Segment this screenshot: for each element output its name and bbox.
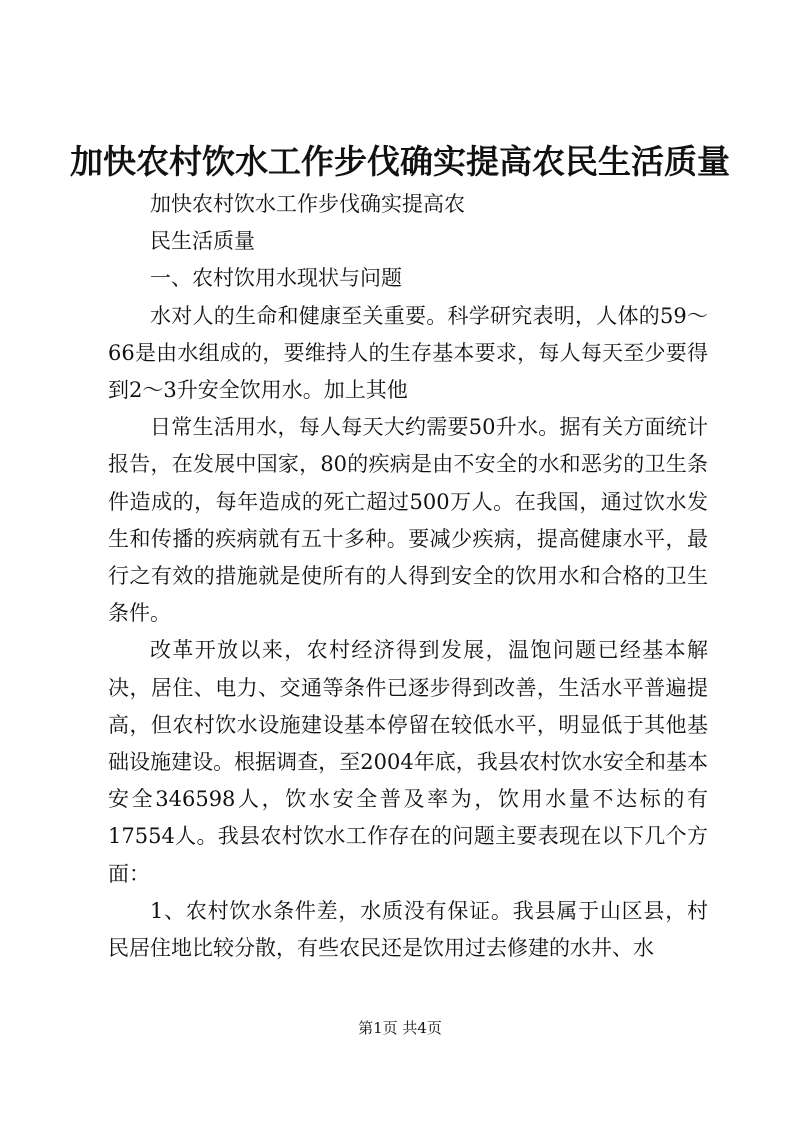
document-title: 加快农村饮水工作步伐确实提高农民生活质量 <box>70 142 730 181</box>
document-body <box>108 186 708 967</box>
paragraph: 水对人的生命和健康至关重要。科学研究表明，人体的59～66是由水组成的，要维持人的生存基本要求，每人每天至少要得到2～3升安全饮用水。加上其他 <box>108 303 708 403</box>
paragraph: 民生活质量 <box>150 229 255 254</box>
paragraph: 加快农村饮水工作步伐确实提高农 <box>150 192 465 216</box>
page-indicator: 第1页 共4页 <box>358 1019 442 1037</box>
section-heading: 一、农村饮用水现状与问题 <box>150 266 402 291</box>
paragraph: 改革开放以来，农村经济得到发展，温饱问题已经基本解决，居住、电力、交通等条件已逐步得到改善，生活水平普遍提高，但农村饮水设施建设基本停留在较低水平，明显低于其他基础设施建设。根据调查，至2004年底，我县农村饮水安全和基本安全346598人，饮水安全普及率为，饮用水量不达标的有17554人。我县农村饮水工作存在的问题主要表现在以下几个方面： <box>108 638 708 886</box>
paragraph: 日常生活用水，每人每天大约需要50升水。据有关方面统计报告，在发展中国家，80的疾病是由不安全的水和恶劣的卫生条件造成的，每年造成的死亡超过500万人。在我国，通过饮水发生和传播的疾病就有五十多种。要减少疾病，提高健康水平，最行之有效的措施就是使所有的人得到安全的饮用水和合格的卫生条件。 <box>108 415 708 626</box>
paragraph: 1、农村饮水条件差，水质没有保证。我县属于山区县，村民居住地比较分散，有些农民还是饮用过去修建的水井、水 <box>108 898 708 961</box>
